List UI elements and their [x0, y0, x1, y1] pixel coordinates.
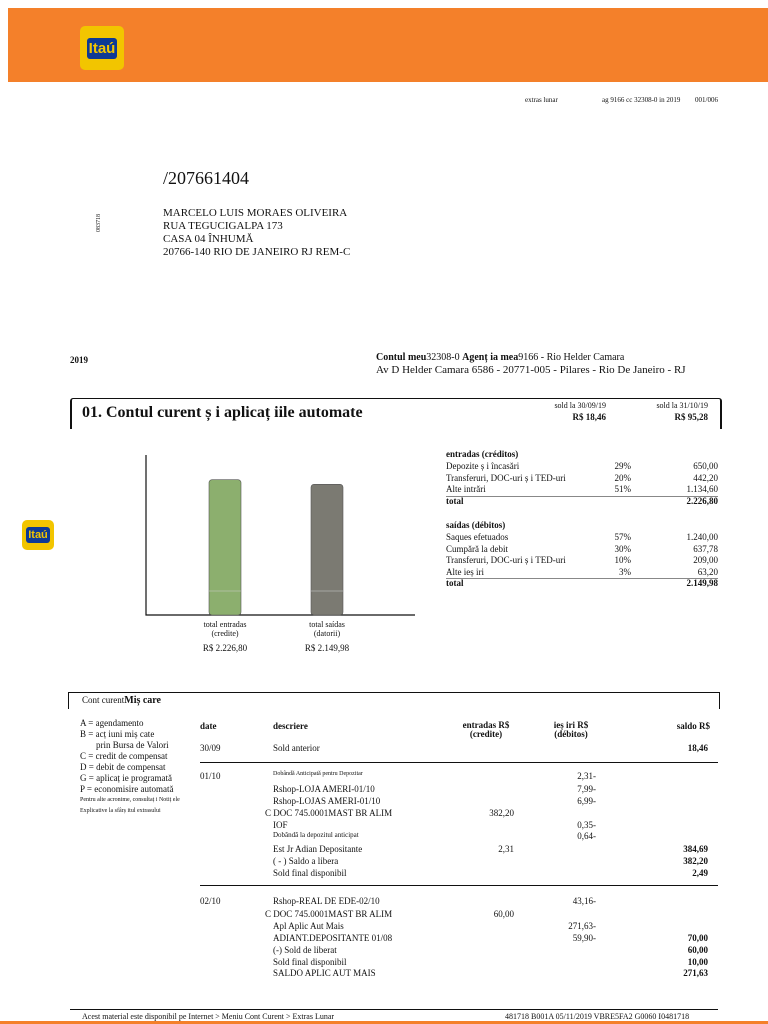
col-credit-sub: (credite) [469, 729, 503, 739]
credits-title: entradas (créditos) [446, 449, 519, 459]
col-debit-sub: (débitos) [554, 729, 588, 739]
row-description: C DOC 745.0001MAST BR ALIM [265, 808, 393, 818]
summary-pct: 3% [619, 566, 631, 577]
chart-category-line: total entradas [203, 620, 247, 629]
row-description: SALDO APLIC AUT MAIS [273, 968, 376, 978]
summary-value: 637,78 [693, 543, 718, 554]
table-row [200, 945, 718, 956]
col-credit-label: entradas R$ [462, 720, 510, 730]
legend-item: B = acț iuni miș cate [80, 729, 155, 739]
summary-label: Saques efetuados [446, 532, 509, 542]
table-row [200, 771, 718, 782]
summary-label: Alte intrări [446, 484, 486, 494]
agency-value: 9166 - Rio Helder Camara [518, 352, 625, 363]
summary-label: Transferuri, DOC-uri ș i TED-uri [446, 472, 566, 483]
legend-note: Pentru alte acronime, consultaț i Notiț ele [80, 797, 180, 803]
doc-type: extras lunar [525, 96, 558, 104]
col-debit [540, 721, 602, 739]
footer-code: 481718 B001A 05/11/2019 VBRE5FA2 G0060 I0481718 [505, 1012, 690, 1021]
movements-title [82, 695, 161, 706]
acronym-legend [80, 718, 180, 817]
row-description: Rshop-LOJAS AMERI-01/10 [273, 796, 381, 806]
row-debit: 7,99- [577, 784, 596, 794]
table-row [200, 868, 718, 879]
row-balance: 384,69 [683, 844, 708, 854]
chart-category-line: (datorii) [313, 629, 341, 638]
summary-pct: 51% [614, 484, 631, 494]
row-description: Dobândă Anticipată pentru Depozitar [273, 771, 363, 777]
sold-start-value: R$ 18,46 [572, 412, 606, 422]
table-row [200, 896, 718, 907]
summary-value: 442,20 [693, 472, 718, 483]
legend-item: A = agendamento [80, 718, 144, 728]
row-debit: 2,31- [577, 771, 596, 781]
row-debit: 0,35- [577, 820, 596, 830]
summary-total [446, 496, 718, 507]
branch-address: Av D Helder Camara 6586 - 20771-005 - Pilares - Rio De Janeiro - RJ [376, 364, 686, 376]
address-line: MARCELO LUIS MORAES OLIVEIRA [163, 207, 348, 219]
row-description: Sold anterior [273, 743, 320, 753]
branch-info [376, 352, 624, 363]
row-credit: 2,31 [498, 844, 514, 854]
table-divider [200, 762, 718, 763]
address-line: CASA 04 ÎNHUMĂ [163, 233, 254, 245]
account-label: Contul meu [376, 352, 427, 363]
itau-logo: Itaú [80, 26, 124, 70]
summary-pct: 20% [614, 472, 631, 483]
address-line: RUA TEGUCIGALPA 173 [163, 220, 283, 232]
side-code: 083718 [96, 214, 102, 232]
row-credit: 60,00 [493, 909, 514, 919]
row-debit: 43,16- [572, 896, 596, 906]
legend-item: prin Bursa de Valori [96, 740, 169, 750]
summary-value: 209,00 [693, 555, 718, 565]
table-row [200, 933, 718, 944]
col-date: date [200, 721, 217, 731]
client-address [163, 207, 350, 259]
row-date: 02/10 [200, 896, 221, 906]
summary-row [446, 555, 718, 566]
summary-total-label: total [446, 495, 464, 506]
table-row [200, 844, 718, 855]
row-date: 01/10 [200, 771, 221, 781]
row-description: C DOC 745.0001MAST BR ALIM [265, 909, 393, 919]
summary-value: 1.240,00 [686, 532, 718, 542]
col-credit [455, 721, 517, 739]
row-balance: 70,00 [687, 933, 708, 943]
chart-category-label [282, 620, 372, 638]
row-description: Rshop-REAL DE EDE-02/10 [273, 896, 380, 906]
summary-label: Transferuri, DOC-uri ș i TED-uri [446, 555, 566, 565]
summary-pct: 10% [614, 555, 631, 565]
row-balance: 18,46 [687, 743, 708, 753]
row-credit: 382,20 [489, 808, 514, 818]
chart-bar [209, 480, 241, 615]
itau-side-logo: Itaú [22, 520, 54, 550]
summary-total-value: 2.149,98 [686, 578, 718, 588]
summary-total [446, 578, 718, 589]
movements-frame [68, 692, 720, 709]
table-row [200, 796, 718, 807]
chart-bar [311, 484, 343, 615]
summary-row [446, 532, 718, 543]
legend-item: G = aplicaț ie programată [80, 773, 173, 783]
table-row [200, 921, 718, 932]
row-debit: 0,64- [577, 831, 596, 841]
summary-row [446, 473, 718, 484]
chart-value-label: R$ 2.226,80 [202, 643, 248, 653]
chart-value-label: R$ 2.149,98 [304, 643, 350, 653]
row-description: Apl Aplic Aut Mais [273, 921, 344, 931]
summary-pct: 57% [614, 532, 631, 542]
summary-value: 1.134,60 [686, 484, 718, 494]
summary-label: Cumpără la debit [446, 543, 508, 554]
table-row [200, 856, 718, 867]
row-balance: 60,00 [687, 945, 708, 955]
row-debit: 6,99- [577, 796, 596, 806]
account-ref: ag 9166 cc 32308-0 in 2019 [602, 96, 681, 104]
row-description: Rshop-LOJA AMERI-01/10 [273, 784, 375, 794]
table-row [200, 784, 718, 795]
debits-title: saídas (débitos) [446, 520, 506, 530]
row-balance: 2,49 [692, 868, 708, 878]
summary-row [446, 567, 718, 578]
chart-axis [146, 455, 415, 615]
row-debit: 59,90- [572, 933, 596, 943]
col-description: descriere [273, 721, 308, 731]
col-debit-label: ieș iri R$ [553, 720, 589, 730]
summary-value: 650,00 [693, 461, 718, 471]
row-description: IOF [273, 820, 288, 830]
summary-row [446, 484, 718, 495]
table-row [200, 743, 718, 754]
legend-item: C = credit de compensat [80, 751, 168, 761]
page-number: 001/006 [695, 96, 718, 104]
summary-row [446, 461, 718, 472]
movements-title-bold: Miș care [124, 695, 161, 706]
totals-bar-chart [145, 455, 415, 617]
summary-label: Depozite ș i încasări [446, 461, 520, 471]
row-description: ( - ) Saldo a libera [273, 856, 339, 866]
table-row [200, 831, 718, 842]
table-row [200, 957, 718, 968]
table-row [200, 820, 718, 831]
row-description: ADIANT.DEPOSITANTE 01/08 [273, 933, 393, 943]
legend-item: P = economisire automată [80, 784, 174, 794]
chart-category-line: total saídas [309, 620, 345, 629]
chart-labels [145, 620, 415, 660]
chart-category-line: (credite) [211, 629, 239, 638]
summary-total-value: 2.226,80 [686, 495, 718, 506]
account-number: /207661404 [163, 168, 250, 188]
table-row [200, 909, 718, 920]
legend-item: D = debit de compensat [80, 762, 166, 772]
summary-total-label: total [446, 578, 464, 588]
summary-pct: 30% [614, 543, 631, 554]
row-description: Dobândă la depozitul anticipat [273, 831, 359, 839]
summary-pct: 29% [614, 461, 631, 471]
footer-divider [70, 1009, 718, 1010]
footer-note: Acest material este disponibil pe Internet > Meniu Cont Curent > Extras Lunar [82, 1012, 335, 1021]
summary-label: Alte ieș iri [446, 566, 484, 577]
statement-year: 2019 [70, 355, 88, 365]
table-row [200, 808, 718, 819]
sold-end-value: R$ 95,28 [674, 412, 708, 422]
sold-end-label: sold la 31/10/19 [656, 401, 708, 410]
legend-note: Explicative la sfârș itul extrasului [80, 808, 161, 814]
col-balance: saldo R$ [676, 721, 710, 731]
row-balance: 10,00 [687, 957, 708, 967]
header-bar [8, 8, 768, 82]
row-date: 30/09 [200, 743, 221, 753]
section-title: 01. Contul curent ș i aplicaț iile automate [82, 404, 363, 421]
row-description: Est Jr Adian Depositante [273, 844, 363, 854]
summary-row [446, 544, 718, 555]
movements-title-prefix: Cont curent [82, 695, 125, 705]
row-description: Sold final disponibil [273, 868, 347, 878]
row-description: Sold final disponibil [273, 957, 347, 967]
row-debit: 271,63- [568, 921, 596, 931]
summary-value: 63,20 [697, 566, 718, 577]
table-divider [200, 885, 718, 886]
sold-start-label: sold la 30/09/19 [554, 401, 606, 410]
row-balance: 271,63 [683, 968, 708, 978]
agency-label: Agenț ia mea [462, 352, 519, 363]
account-value: 32308-0 [426, 352, 460, 363]
chart-category-label [180, 620, 270, 638]
table-row [200, 968, 718, 979]
row-description: (-) Sold de liberat [273, 945, 337, 955]
row-balance: 382,20 [683, 856, 708, 866]
address-line: 20766-140 RIO DE JANEIRO RJ REM-C [163, 246, 351, 258]
